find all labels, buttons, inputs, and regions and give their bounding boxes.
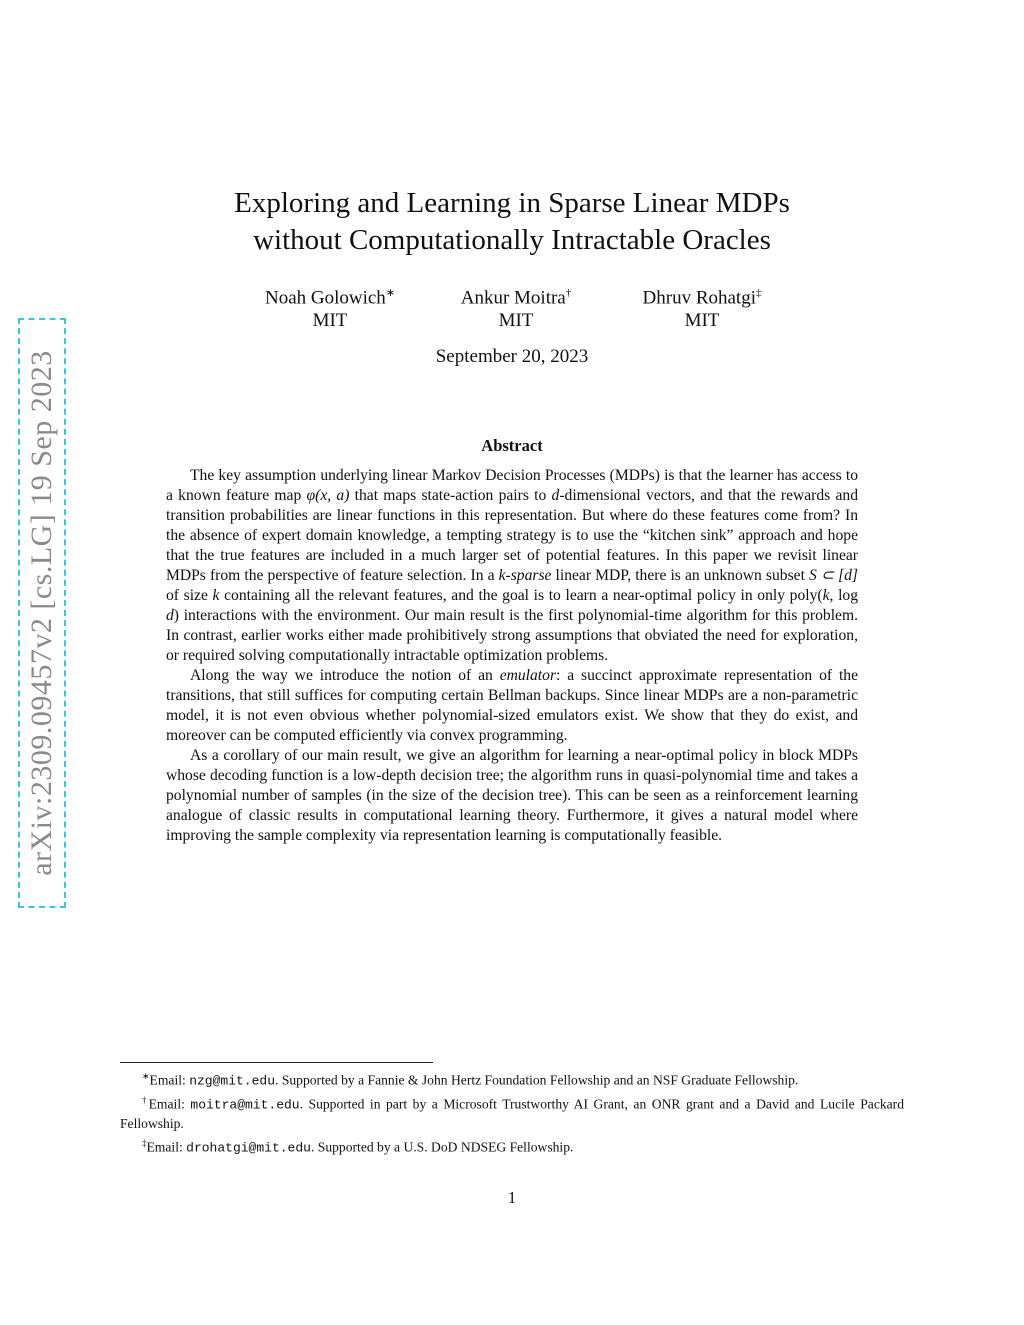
footnote-text: . Supported in part by a Microsoft Trustworthy AI Grant, an ONR grant and a David and Lucile Packard Fellowship.	[120, 1096, 905, 1132]
footnote-mark: ‡	[142, 1137, 147, 1148]
author-footnote-mark: †	[565, 287, 572, 299]
author-name: Noah Golowich	[264, 287, 386, 309]
footnote-mark: †	[142, 1095, 149, 1106]
text-run: linear MDP, there is an unknown subset	[551, 567, 810, 584]
abstract-paragraph-1	[166, 466, 858, 666]
text-run: The key assumption underlying linear Markov Decision Processes (MDPs) is that the learner has access to a known feature map	[166, 467, 858, 504]
footnote-label: Email:	[148, 1096, 191, 1112]
email-link[interactable]: drohatgi@mit.edu	[186, 1140, 311, 1156]
text-run: , log	[829, 587, 859, 604]
math-d: d	[551, 487, 560, 504]
abstract-paragraph-3: As a corollary of our main result, we give an algorithm for learning a near-optimal policy in block MDPs whose decoding function is a low-depth decision tree; the algorithm runs in quasi-polynomial time and takes a polynomial number of samples (in the size of the decision tree). This can be seen as a reinforcement learning analogue of classic results in computational learning theory. Furthermore, it gives a natural model where improving the sample complexity via representation learning is computationally feasible.	[166, 747, 858, 844]
text-run: that maps state-action pairs to	[349, 487, 552, 504]
text-run: -dimensional vectors, and that the rewards and transition probabilities are linear functions in this representation. But where do these features come from? In the absence of expert domain knowledge, a tempting strategy is to use the “kitchen sink” approach and hope that the true features are included in a much larger set of potential features. In this paper we revisit linear MDPs from the perspective of feature selection. In a	[166, 487, 859, 584]
author-affiliation: MIT	[684, 310, 720, 332]
author-name: Ankur Moitra	[460, 287, 566, 309]
email-link[interactable]: moitra@mit.edu	[190, 1097, 300, 1113]
math-k: k	[212, 587, 220, 604]
text-run: ) interactions with the environment. Our main result is the first polynomial-time algorithm for this problem. In contrast, earlier works either made prohibitively strong assumptions that obviated the need for exploration, or required solving computationally intractable optimization problems.	[166, 607, 858, 664]
term-emulator: emulator	[499, 667, 557, 684]
author-name: Dhruv Rohatgi	[642, 287, 756, 309]
email-link[interactable]: nzg@mit.edu	[189, 1073, 276, 1089]
footnote-label: Email:	[149, 1072, 190, 1088]
paper-title	[0, 185, 1024, 259]
footnote-divider	[120, 1062, 433, 1063]
footnote-2	[120, 1091, 904, 1134]
math-d: d	[166, 607, 174, 624]
footnote-3	[120, 1134, 904, 1158]
footnote-label: Email:	[146, 1139, 187, 1155]
term-k-sparse: k-sparse	[498, 567, 552, 584]
arxiv-sidebar-stamp	[18, 318, 66, 908]
footnote-text: . Supported by a Fannie & John Hertz Foundation Fellowship and an NSF Graduate Fellowship.	[275, 1072, 799, 1088]
text-run: Along the way we introduce the notion of an	[190, 667, 500, 684]
abstract-heading: Abstract	[481, 436, 543, 455]
text-run: containing all the relevant features, and the goal is to learn a near-optimal policy in only poly(	[219, 587, 823, 604]
author-affiliation: MIT	[312, 310, 348, 332]
math-phi: φ(x, a)	[306, 487, 350, 504]
title-line-1: Exploring and Learning in Sparse Linear MDPs	[234, 187, 790, 219]
author-affiliation: MIT	[498, 310, 534, 332]
author-footnote-mark: ∗	[385, 287, 396, 299]
footnote-1	[120, 1067, 904, 1091]
math-subset: S ⊂ [d]	[809, 567, 859, 584]
author-rohatgi	[592, 282, 812, 332]
footnotes	[120, 1067, 904, 1158]
arxiv-id-text: arXiv:2309.09457v2 [cs.LG] 19 Sep 2023	[25, 350, 58, 876]
abstract-body	[166, 466, 858, 846]
author-footnote-mark: ‡	[755, 287, 762, 299]
footnote-mark: ∗	[142, 1071, 150, 1081]
footnote-text: . Supported by a U.S. DoD NDSEG Fellowship.	[310, 1139, 574, 1155]
text-run: of size	[166, 587, 213, 604]
abstract-paragraph-2	[166, 666, 858, 746]
page-number: 1	[507, 1188, 517, 1207]
publication-date: September 20, 2023	[435, 346, 589, 367]
title-line-2: without Computationally Intractable Oracles	[253, 224, 771, 256]
math-k: k	[822, 587, 830, 604]
text-run: : a succinct approximate representation of the transitions, that still suffices for computing certain Bellman backups. Since linear MDPs are a non-parametric model, it is not even obvious whether polynomial-sized emulators exist. We show that they do exist, and moreover can be computed efficiently via convex programming.	[166, 667, 858, 744]
